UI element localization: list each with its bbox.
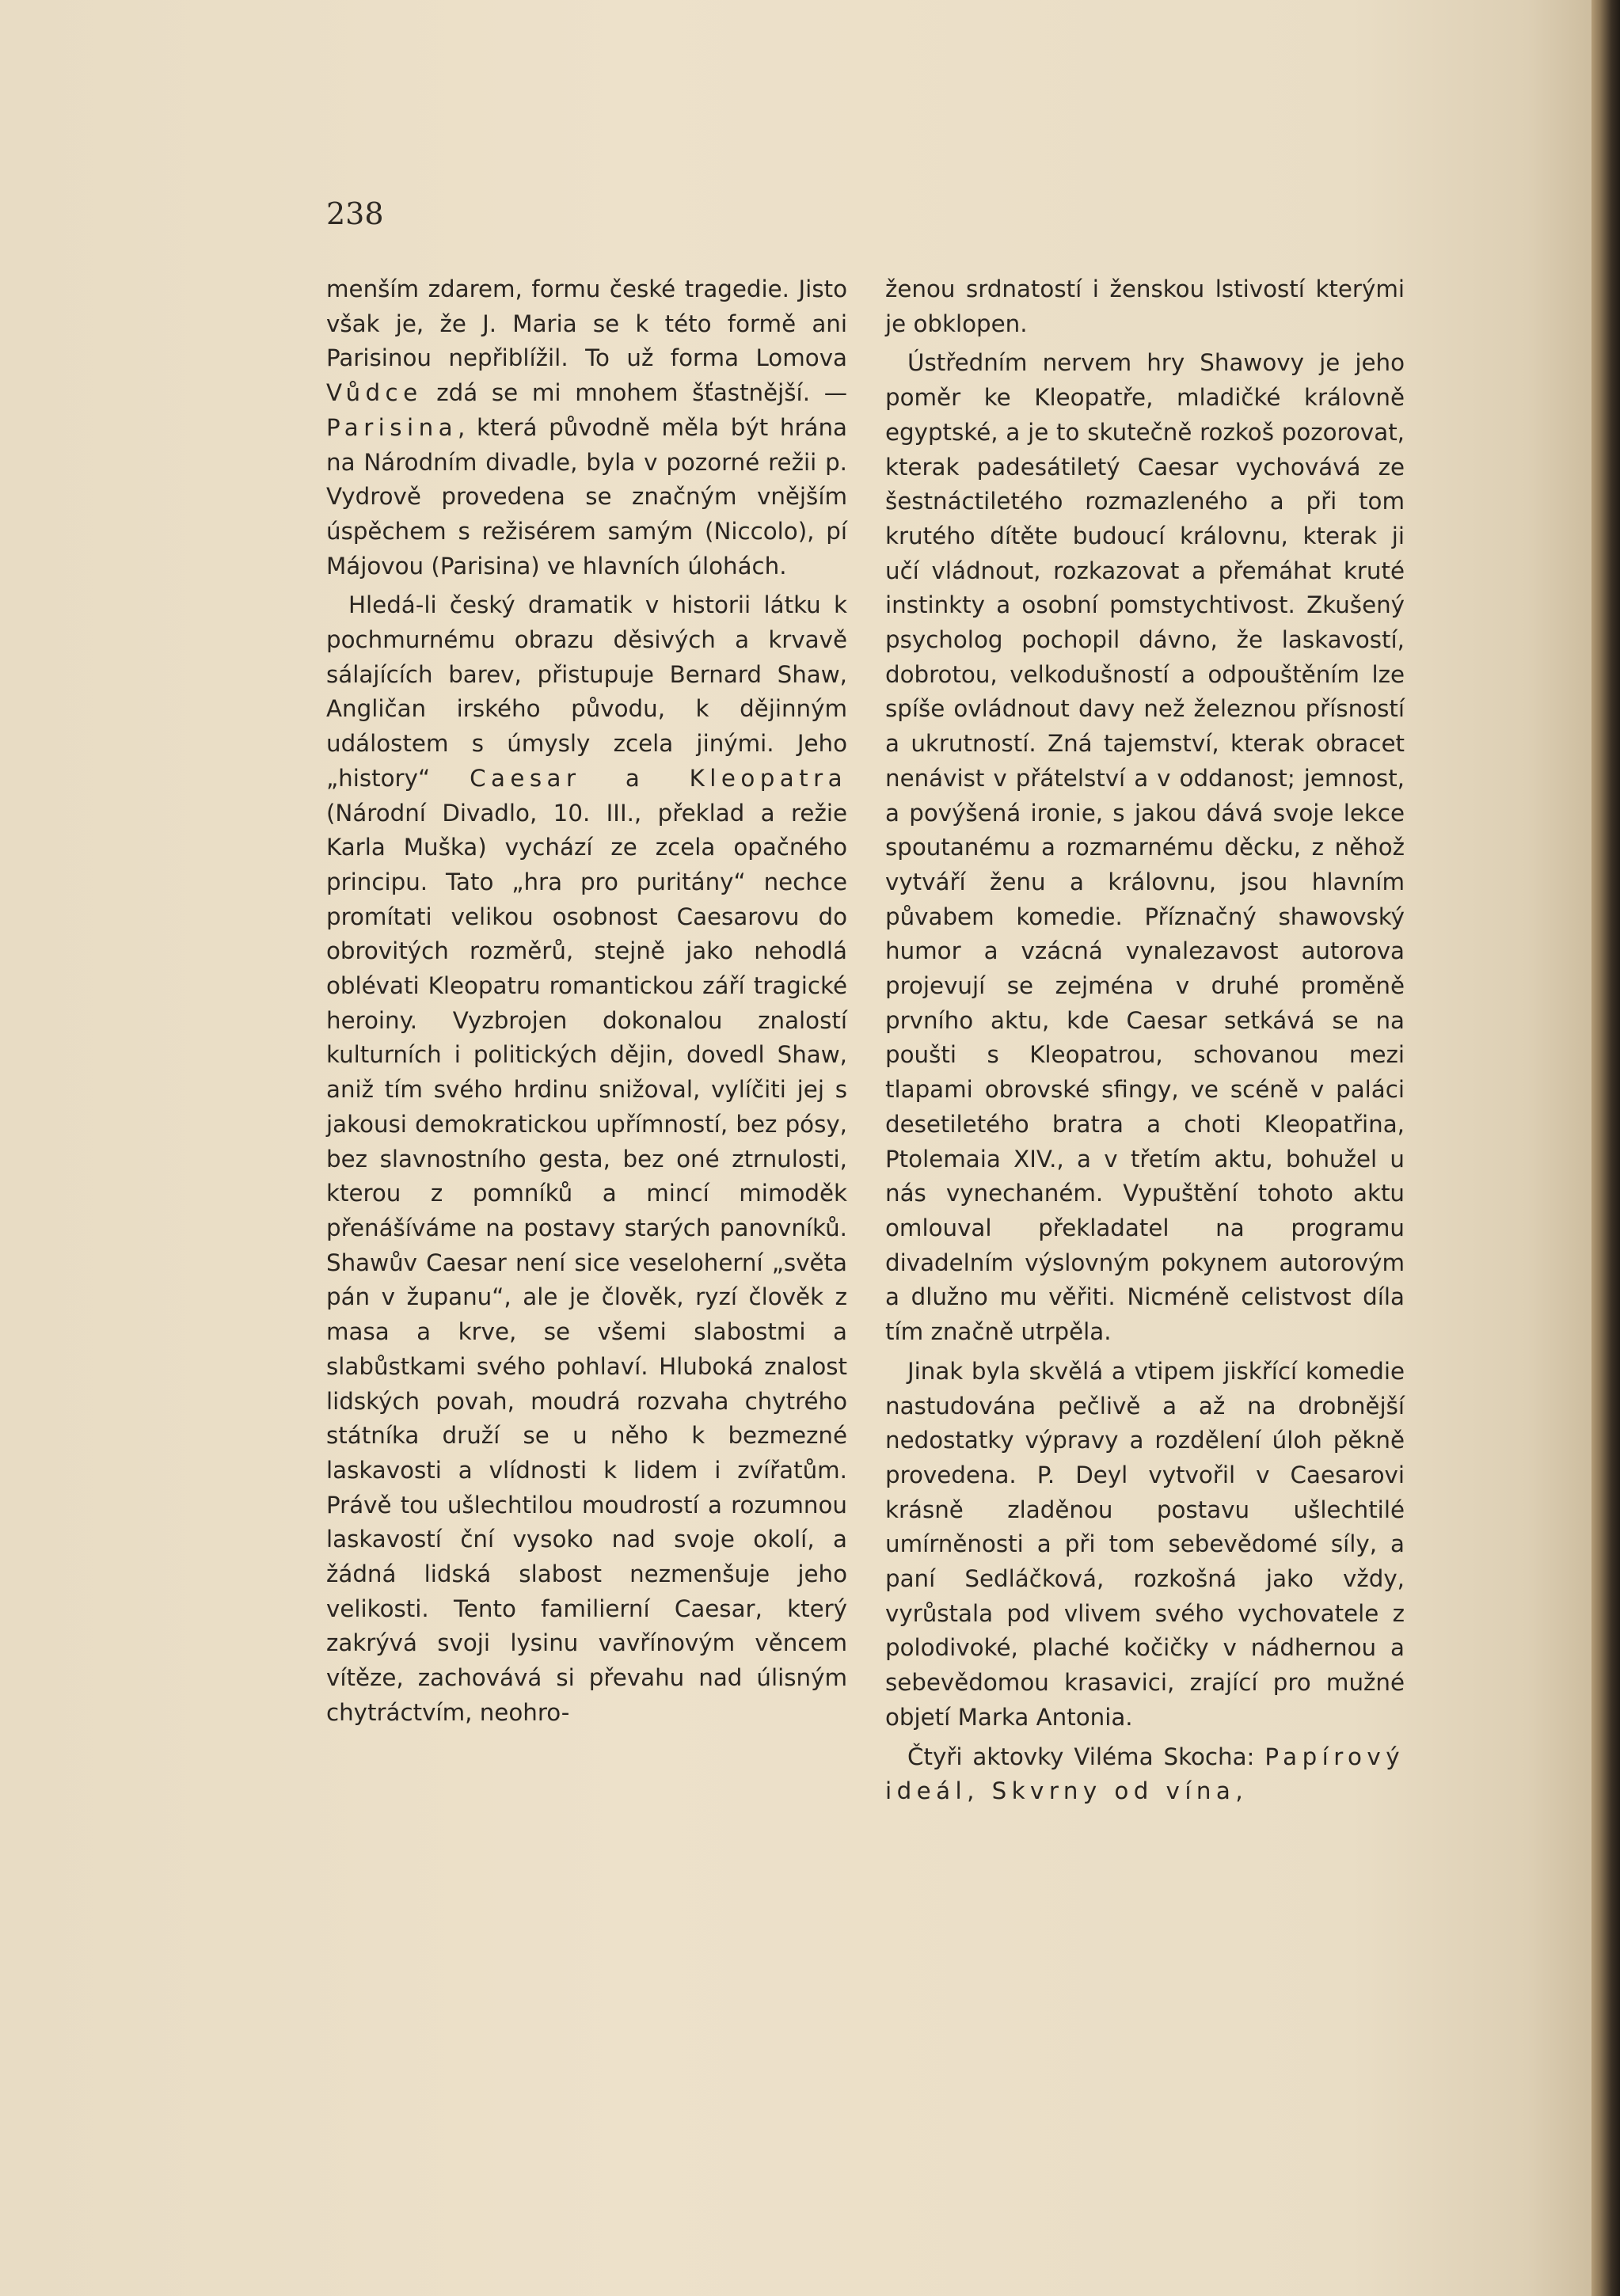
spaced-title-vudce: Vůdce (326, 379, 423, 407)
text-run: zdá se mi mnohem šťastnější. — (422, 379, 847, 407)
right-paragraph-4 (885, 1740, 1405, 1809)
text-run: Čtyři aktovky Viléma Skocha: (907, 1743, 1265, 1770)
spaced-title-parisina: Parisina (326, 413, 458, 441)
right-column (885, 272, 1405, 1809)
page-number: 238 (326, 196, 384, 231)
left-paragraph-2 (326, 588, 847, 1730)
text-run: menším zdarem, formu české tragedie. Jisto však je, že J. Maria se k této formě ani Parisinou nepřiblížil. To už forma Lomova (326, 276, 847, 372)
text-run: (Národní Divadlo, 10. III., překlad a režie Karla Muška) vychází ze zcela opačného principu. Tato „hra pro puritány“ nechce promítati velikou osobnost Caesarovu do obrovitých rozměrů, stejně jako nehodlá oblévati Kleopatru romantickou září tragické heroiny. Vyzbrojen dokonalou znalostí kulturních i politických dějin, dovedl Shaw, aniž tím svého hrdinu snižoval, vylíčiti jej s jakousi demokratickou upřímností, bez pósy, bez slavnostního gesta, bez oné ztrnulosti, kterou z pomníků a mincí mimoděk přenášíváme na postavy starých panovníků. Shawův Caesar není sice veseloherní „světa pán v županu“, ale je člověk, ryzí člověk z masa a krve, se všemi slabostmi a slabůstkami svého pohlaví. Hluboká znalost lidských povah, moudrá rozvaha chytrého státníka druží se u něho k bezmezné laskavosti a vlídnosti k lidem i zvířatům. Právě tou ušlechtilou moudrostí a rozumnou laskavostí ční vysoko nad svoje okolí, a žádná lidská slabost nezmenšuje jeho velikosti. Tento familierní Caesar, který zakrývá svoji lysinu vavřínovým věncem vítěze, zachovává si převahu nad úlisným chytráctvím, neohro- (326, 799, 847, 1726)
text-run: , (1235, 1777, 1243, 1805)
right-paragraph-2: Ústředním nervem hry Shawovy je jeho poměr ke Kleopatře, mladičké královně egyptské, a je to skutečně rozkoš pozorovat, kterak padesátiletý Caesar vychovává ze šestnáctiletého rozmazleného a při tom krutého dítěte budoucí královnu, kterak ji učí vládnout, rozkazovat a přemáhat kruté instinkty a osobní pomstychtivost. Zkušený psycholog pochopil dávno, že laskavostí, dobrotou, velkodušností a odpouštěním lze spíše ovládnout davy než železnou přísností a ukrutností. Zná tajemství, kterak obracet nenávist v přátelství a v oddanost; jemnost, a povýšená ironie, s jakou dává svoje lekce spoutanému a rozmarnému děcku, z něhož vytváří ženu a královnu, jsou hlavním půvabem komedie. Příznačný shawovský humor a vzácná vynalezavost autorova projevují se zejména v druhé proměně prvního aktu, kde Caesar setkává se na poušti s Kleopatrou, schovanou mezi tlapami obrovské sfingy, ve scéně v paláci desetiletého bratra a choti Kleopatřina, Ptolemaia XIV., a v třetím aktu, bohužel u nás vynechaném. Vypuštění tohoto aktu omlouval překladatel na programu divadelním výslovným pokynem autorovým a dlužno mu věřiti. Nicméně celistvost díla tím značně utrpěla. (885, 349, 1405, 1346)
spaced-title-aktovky: Papírový ideál, Skvrny od vína (885, 1743, 1405, 1805)
right-paragraph-1: ženou srdnatostí i ženskou lstivostí kterými je obklopen. (885, 276, 1405, 337)
left-column (326, 272, 847, 1731)
spaced-title-caesar-a-kleopatra: Caesar a Kleopatra (470, 764, 847, 792)
right-paragraph-3: Jinak byla skvělá a vtipem jiskřící komedie nastudována pečlivě a až na drobnější nedostatky výpravy a rozdělení úloh pěkně provedena. P. Deyl vytvořil v Caesarovi krásně zladěnou postavu ušlechtilé umírněnosti a při tom sebevědomé síly, a paní Sedláčková, rozkošná jako vždy, vyrůstala pod vlivem svého vychovatele z polodivoké, plaché kočičky v nádhernou a sebevědomou krasavici, zrající pro mužné objetí Marka Antonia. (885, 1357, 1405, 1731)
book-edge-shadow (1591, 0, 1620, 2296)
text-run: Hledá-li český dramatik v historii látku k pochmurnému obrazu děsivých a krvavě sálajících barev, přistupuje Bernard Shaw, Angličan irského původu, k dějinným událostem s úmysly zcela jinými. Jeho „history“ (326, 591, 847, 792)
text-run: , která původně měla být hrána na Národním divadle, byla v pozorné režii p. Vydrově provedena se značným vnějším úspěchem s režisérem samým (Niccolo), pí Májovou (Parisina) ve hlavních úlohách. (326, 413, 847, 580)
left-paragraph-1 (326, 272, 847, 584)
